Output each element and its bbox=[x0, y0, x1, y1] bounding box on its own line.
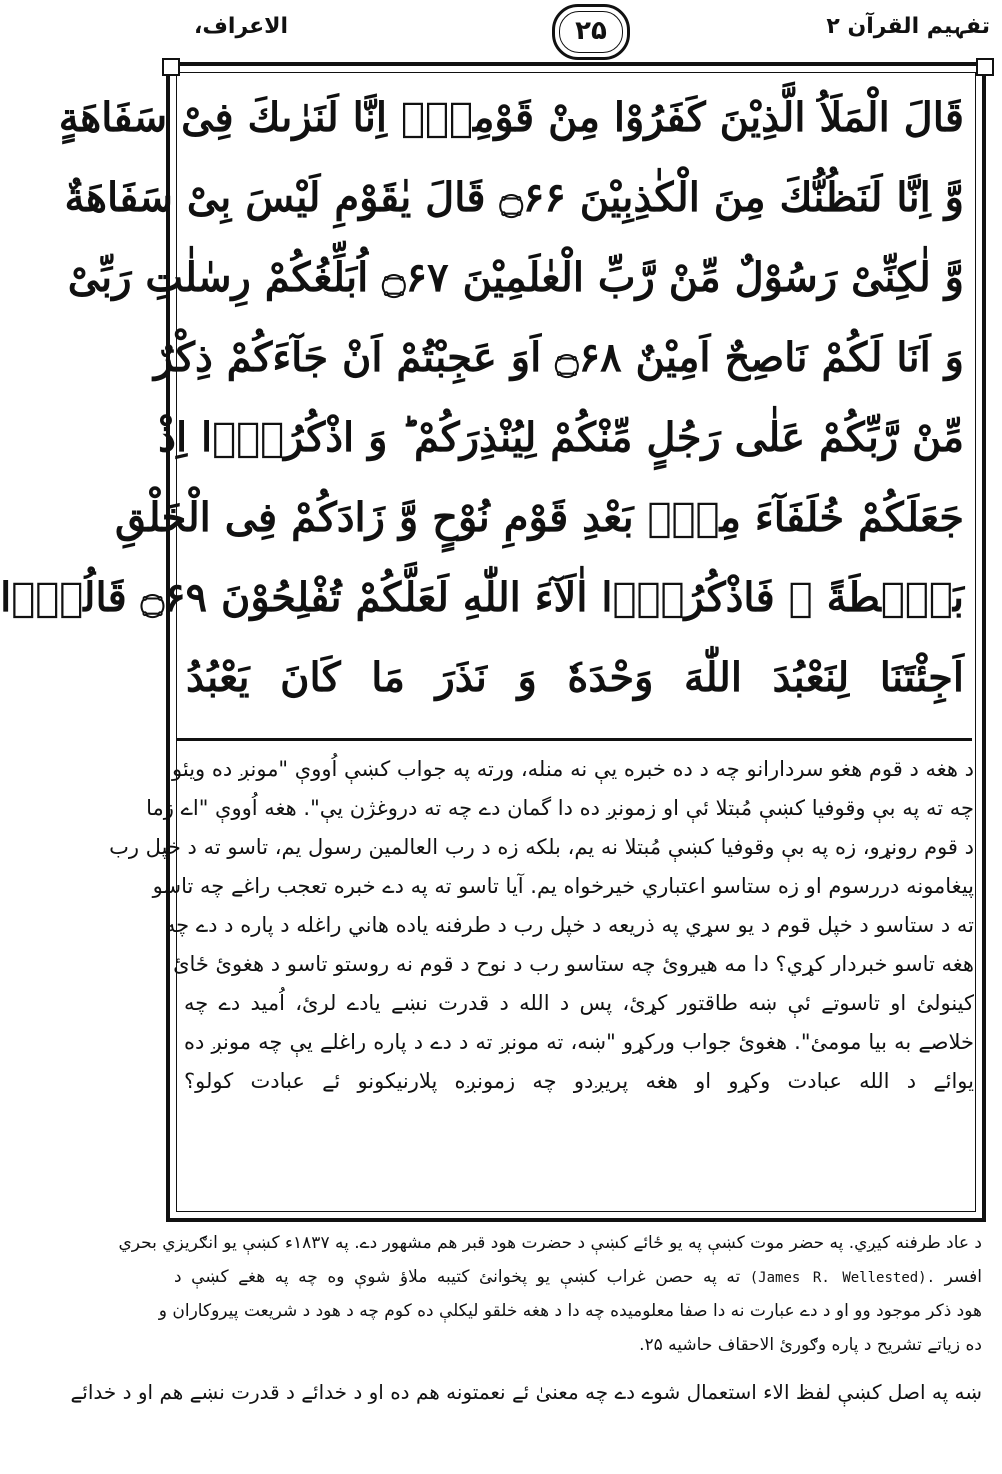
footnotes bbox=[70, 1226, 982, 1412]
verse-line: جَعَلَكُمْ خُلَفَآءَ مِنْۢ بَعْدِ قَوْمِ نُوْحٍ وَّ زَادَكُمْ فِی الْخَلْقِ bbox=[115, 494, 964, 541]
page-header bbox=[154, 0, 1002, 62]
quran-verses bbox=[0, 78, 974, 728]
verse-line: قَالَ الْمَلَاُ الَّذِیْنَ كَفَرُوْا مِنْ قَوْمِهٖۤ اِنَّا لَنَرٰىكَ فِیْ سَفَاهَةٍ bbox=[58, 94, 964, 141]
verse-line: وَّ اِنَّا لَنَظُنُّكَ مِنَ الْكٰذِبِیْنَ ۝۶۶ قَالَ یٰقَوْمِ لَیْسَ بِیْ سَفَاهَةٌ bbox=[64, 174, 964, 221]
translation-text bbox=[109, 750, 982, 1220]
verse-line: مِّنْ رَّبِّكُمْ عَلٰى رَجُلٍ مِّنْكُمْ لِیُنْذِرَكُمْ ؕ وَ اذْكُرُوْۤا اِذْ bbox=[158, 414, 964, 461]
footnote-line bbox=[174, 1260, 982, 1294]
translation-line: يوائے د الله عبادت وکړو او هغه پريږدو چه زمونږه پلارنيکونو ئے عبادت کولو؟ bbox=[184, 1069, 974, 1093]
translation-line: پيغامونه دررسوم او زه ستاسو اعتباري خيرخواه يم. آيا تاسو ته په دے خبره تعجب راغے چه تاسو bbox=[152, 874, 974, 898]
book-title: تفہیم القرآن ۲ bbox=[826, 14, 990, 39]
translation-line: ته د ستاسو د خپل قوم د يو سړي په ذريعه د خپل رب د طرفنه ياده هاني راغله د پاره د دے چه bbox=[164, 913, 974, 937]
footnote-line: د عاد طرفنه کيږي. په حضر موت کښې په يو ځائے کښې د حضرت هود قبر هم مشهور دے. په ۱۸۳۷ء کښې يو انګريزي بحري bbox=[118, 1233, 982, 1253]
frame-corner-ornament bbox=[976, 58, 994, 76]
verse-line: وَ اَنَا لَكُمْ نَاصِحٌ اَمِیْنٌ ۝۶۸ اَوَ عَجِبْتُمْ اَنْ جَآءَكُمْ ذِكْرٌ bbox=[153, 334, 964, 381]
translation-line: چه ته په بې وقوفيا کښې مُبتلا ئې او زمونږ ده دا گمان دے چه ته دروغژن يې". هغه اُووې "اے زما bbox=[146, 796, 974, 820]
footnote-text: ته په حصن غراب کښې يو پخوانئ کتيبه ملاؤ شوې وه چه په هغے کښې د bbox=[174, 1267, 741, 1287]
translation-line: د هغه د قوم هغو سردارانو چه د ده خبره يې نه منله، ورته په جواب کښې اُووې "مونږ ده ويئو bbox=[172, 757, 974, 781]
footnote-line: ښه په اصل کښې لفظ الاء استعمال شوے دے چه معنیٰ ئے نعمتونه هم ده او د خدائے د قدرت نښے هم او د خدائے bbox=[70, 1380, 982, 1404]
footnote-line: ده زياتے تشريح د پاره وګورئ الاحقاف حاشيه ۲۵. bbox=[639, 1335, 982, 1355]
frame-corner-ornament bbox=[162, 58, 180, 76]
translation-line: هغه تاسو خبردار کړي؟ دا مه هيروئ چه ستاسو رب د نوح د قوم نه روستو تاسو د هغوئ ځائ bbox=[173, 952, 974, 976]
surah-name: الاعراف، bbox=[194, 14, 289, 39]
translation-line: کينولئ او تاسوتے ئې ښه طاقتور کړئ، پس د الله د قدرت نښے يادے لرئ، اُميد دے چه bbox=[184, 991, 974, 1015]
footnote-line: هود ذکر موجود وو او د دے عبارت نه دا صفا معلوميده چه دا د هغه خلقو ليکلې ده کوم چه د هود د شريعت پيروکاران و bbox=[158, 1301, 982, 1321]
section-divider bbox=[176, 738, 972, 741]
page-number: ۲۵ bbox=[552, 4, 630, 60]
verse-line: اَجِئْتَنَا لِنَعْبُدَ اللّٰهَ وَحْدَهٗ وَ نَذَرَ مَا كَانَ یَعْبُدُ bbox=[186, 654, 964, 701]
translation-line: د قوم رونړو، زه په بې وقوفيا کښې مُبتلا نه يم، بلکه زه د رب العالمين رسول يم، تاسو ته د خپل رب bbox=[109, 835, 974, 859]
translation-line: خلاصے به بيا مومئ". هغوئ جواب ورکړو "ښه، ته مونږ ته د دے د پاره راغلے يې چه مونږ ده bbox=[184, 1030, 974, 1054]
footnote-latin-name: (James R. Wellested). bbox=[749, 1270, 936, 1286]
verse-line: وَّ لٰكِنِّیْ رَسُوْلٌ مِّنْ رَّبِّ الْعٰلَمِیْنَ ۝۶۷ اُبَلِّغُكُمْ رِسٰلٰتِ رَبِّیْ bbox=[67, 254, 964, 301]
footnote-text: افسر bbox=[944, 1267, 982, 1287]
verse-line: بَصْۜطَةً ۚ فَاذْكُرُوْۤا اٰلَآءَ اللّٰهِ لَعَلَّكُمْ تُفْلِحُوْنَ ۝۶۹ قَالُوْۤا bbox=[0, 574, 964, 621]
